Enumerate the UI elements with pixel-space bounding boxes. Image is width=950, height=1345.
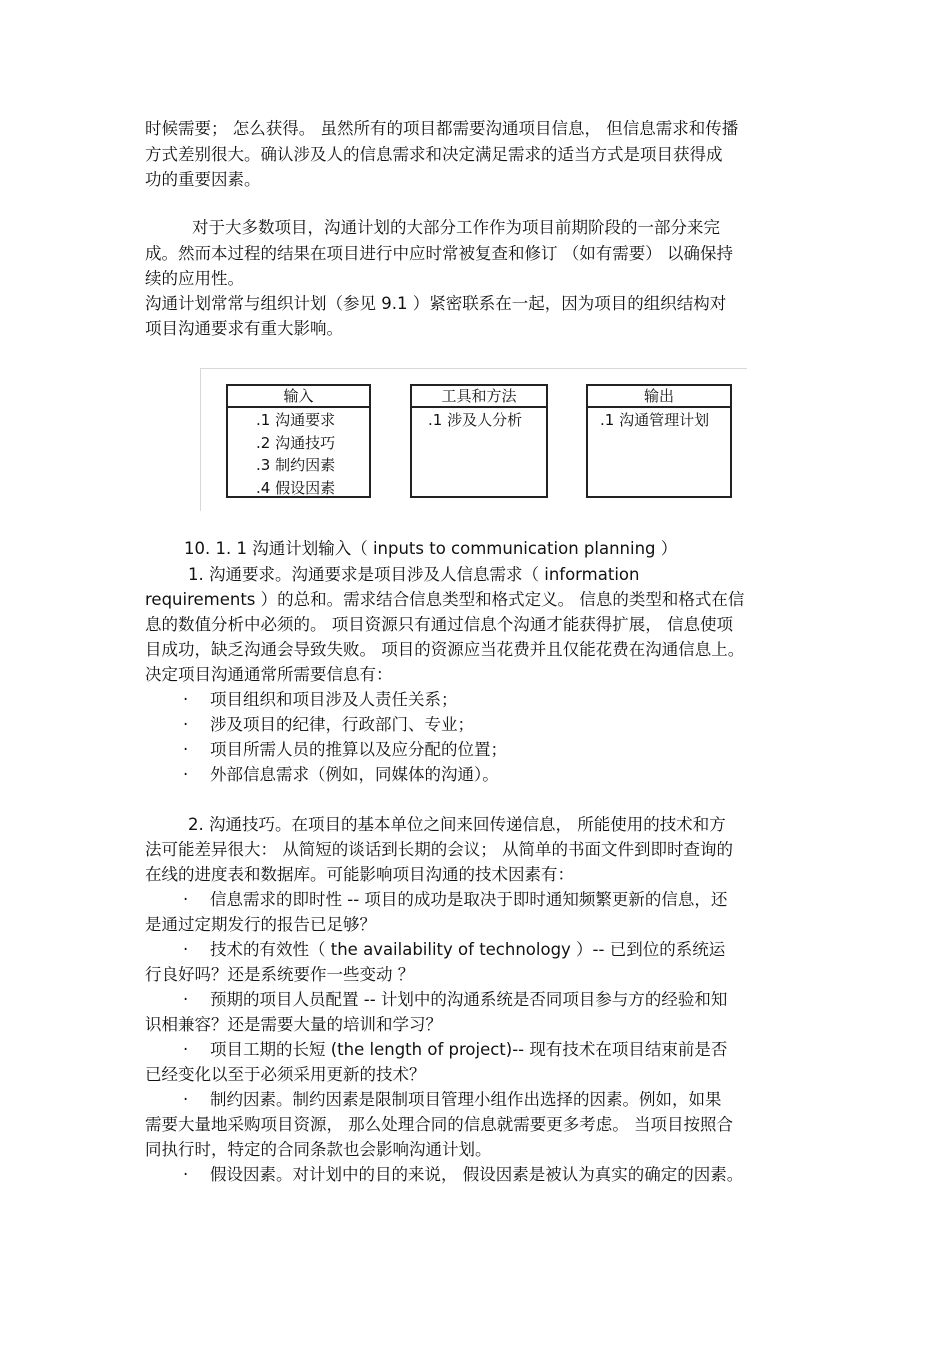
process-diagram — [200, 368, 747, 511]
bullet-item: 项目所需人员的推算以及应分配的位置； — [210, 740, 507, 759]
inputs-header: 输入 — [228, 386, 369, 408]
bullet-item-continuation: 已经变化以至于必须采用更新的技术？ — [145, 1065, 426, 1084]
bullet-dot: · — [183, 940, 189, 959]
inputs-item: .1 沟通要求 — [256, 411, 336, 429]
bullet-item-continuation: 识相兼容？还是需要大量的培训和学习？ — [145, 1015, 442, 1034]
outputs-box — [586, 384, 732, 498]
bullet-item: 涉及项目的纪律，行政部门、专业； — [210, 715, 474, 734]
inputs-item: .2 沟通技巧 — [256, 433, 336, 452]
bullet-item: 项目组织和项目涉及人责任关系； — [210, 690, 458, 709]
item-2-line-1: 2. 沟通技巧。在项目的基本单位之间来回传递信息， 所能使用的技术和方 — [188, 815, 726, 834]
tools-item: .1 涉及人分析 — [428, 411, 523, 429]
outputs-header: 输出 — [588, 386, 730, 408]
paragraph-1-line-1: 时候需要； 怎么获得。 虽然所有的项目都需要沟通项目信息， 但信息需求和传播 — [145, 119, 739, 138]
bullet-dot: · — [183, 740, 189, 759]
bullet-item: 外部信息需求（例如，同媒体的沟通）。 — [210, 765, 499, 784]
paragraph-2-line-2: 成。然而本过程的结果在项目进行中应时常被复查和修订 （如有需要） 以确保持 — [145, 244, 733, 263]
inputs-item: .3 制约因素 — [256, 456, 336, 474]
tools-header: 工具和方法 — [412, 386, 546, 408]
bullet-item: 假设因素。对计划中的目的来说， 假设因素是被认为真实的确定的因素。 — [210, 1165, 744, 1184]
inputs-item: .4 假设因素 — [256, 478, 336, 497]
paragraph-1-line-2: 方式差别很大。确认涉及人的信息需求和决定满足需求的适当方式是项目获得成 — [145, 145, 723, 164]
item-1-line-4: 目成功，缺乏沟通会导致失败。 项目的资源应当花费并且仅能花费在沟通信息上。 — [145, 640, 745, 659]
bullet-item: 预期的项目人员配置 -- 计划中的沟通系统是否同项目参与方的经验和知 — [210, 990, 728, 1009]
paragraph-2-line-1: 对于大多数项目，沟通计划的大部分工作作为项目前期阶段的一部分来完 — [192, 218, 720, 237]
bullet-item: 制约因素。制约因素是限制项目管理小组作出选择的因素。例如，如果 — [210, 1090, 722, 1109]
paragraph-1-line-3: 功的重要因素。 — [145, 170, 261, 189]
bullet-item-continuation: 是通过定期发行的报告已足够？ — [145, 915, 376, 934]
bullet-item-continuation: 同执行时，特定的合同条款也会影响沟通计划。 — [145, 1140, 492, 1159]
inputs-box — [226, 384, 371, 498]
outputs-item: .1 沟通管理计划 — [600, 411, 710, 429]
bullet-item-continuation: 行良好吗？还是系统要作一些变动 ？ — [145, 965, 415, 984]
bullet-item: 信息需求的即时性 -- 项目的成功是取决于即时通知频繁更新的信息，还 — [210, 890, 728, 909]
item-1-line-5: 决定项目沟通通常所需要信息有： — [145, 665, 393, 684]
bullet-item: 技术的有效性（ the availability of technology ）-- 已到位的系统运 — [210, 940, 726, 959]
bullet-dot: · — [183, 690, 189, 709]
tools-box — [410, 384, 548, 498]
bullet-dot: · — [183, 1040, 189, 1059]
paragraph-2-line-5: 项目沟通要求有重大影响。 — [145, 319, 343, 338]
paragraph-2-line-4: 沟通计划常常与组织计划（参见 9.1 ）紧密联系在一起，因为项目的组织结构对 — [145, 294, 727, 313]
item-1-line-1: 1. 沟通要求。沟通要求是项目涉及人信息需求（ information — [188, 565, 640, 584]
item-2-line-3: 在线的进度表和数据库。可能影响项目沟通的技术因素有： — [145, 865, 574, 884]
bullet-dot: · — [183, 1090, 189, 1109]
item-1-line-3: 息的数值分析中必须的。 项目资源只有通过信息个沟通才能获得扩展， 信息使项 — [145, 615, 733, 634]
bullet-item-continuation: 需要大量地采购项目资源， 那么处理合同的信息就需要更多考虑。 当项目按照合 — [145, 1115, 733, 1134]
item-1-line-2: requirements ）的总和。需求结合信息类型和格式定义。 信息的类型和格式在信 — [145, 590, 745, 609]
bullet-dot: · — [183, 890, 189, 909]
bullet-dot: · — [183, 1165, 189, 1184]
bullet-dot: · — [183, 715, 189, 734]
bullet-dot: · — [183, 765, 189, 784]
bullet-item: 项目工期的长短 (the length of project)-- 现有技术在项目结束前是否 — [210, 1040, 728, 1059]
paragraph-2-line-3: 续的应用性。 — [145, 269, 244, 288]
bullet-dot: · — [183, 990, 189, 1009]
section-heading: 10. 1. 1 沟通计划输入（ inputs to communication planning ） — [184, 539, 678, 558]
item-2-line-2: 法可能差异很大： 从简短的谈话到长期的会议； 从简单的书面文件到即时查询的 — [145, 840, 733, 859]
